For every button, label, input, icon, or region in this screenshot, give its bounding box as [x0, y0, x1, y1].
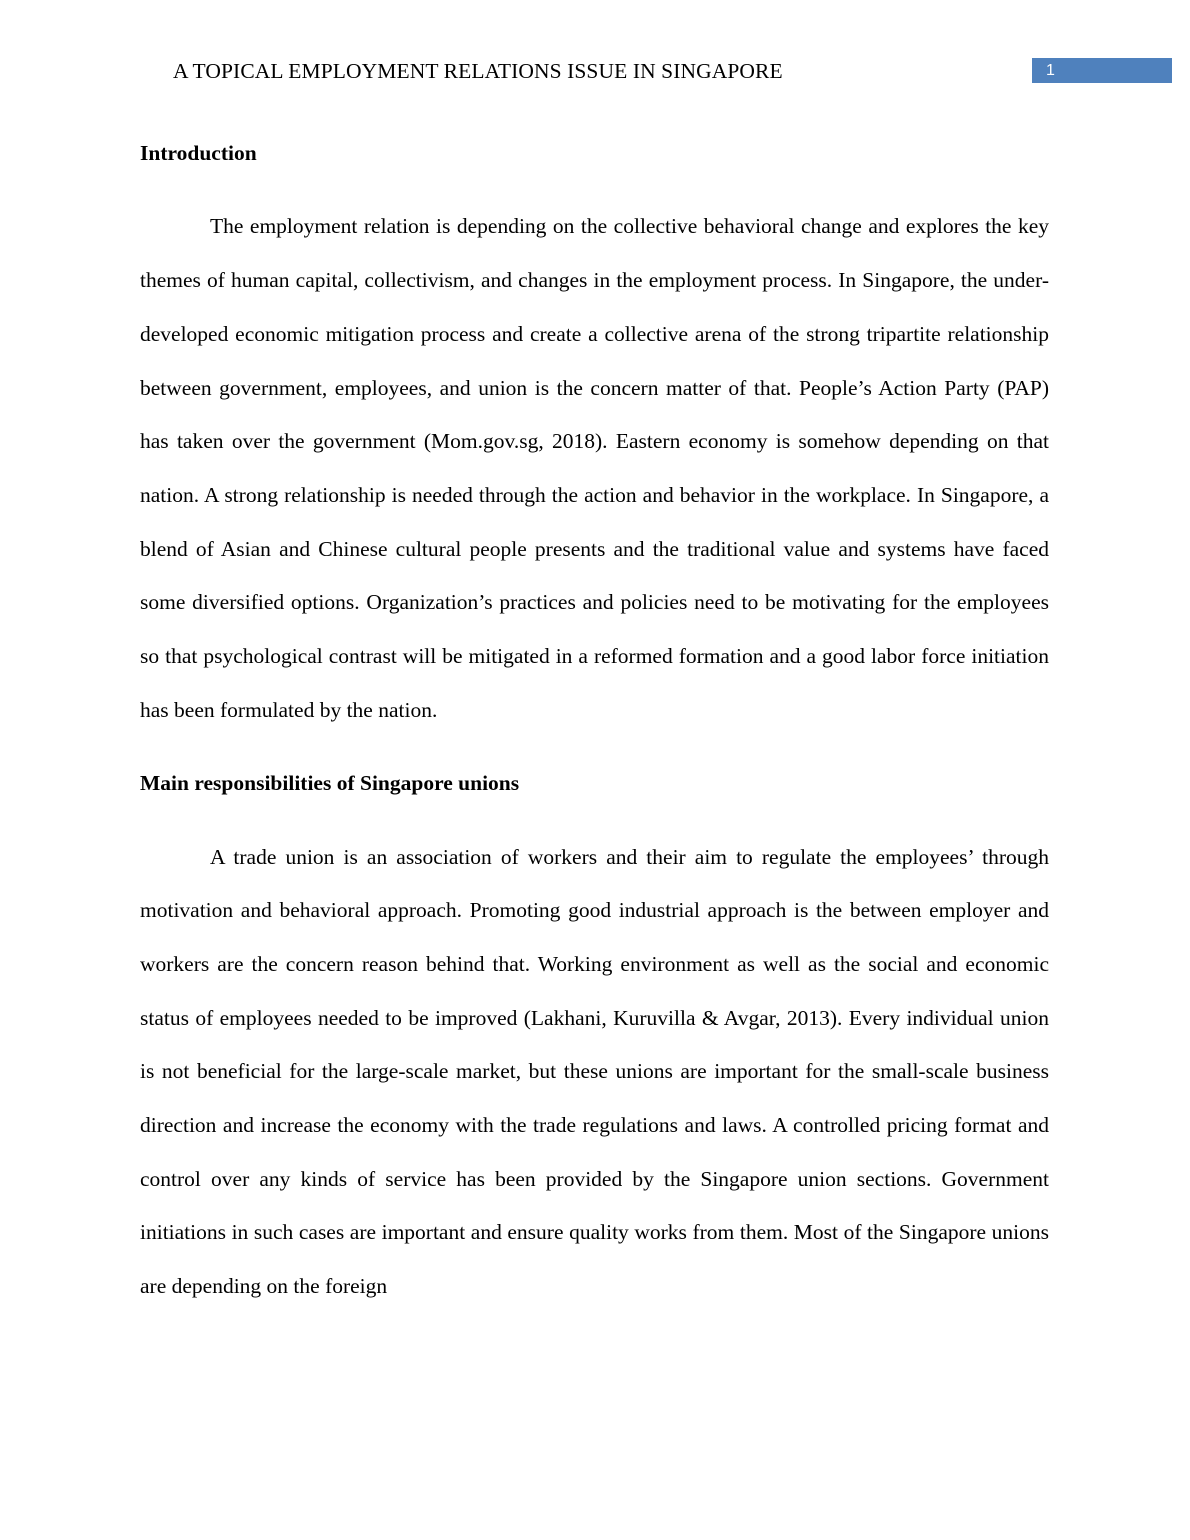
running-head-title: A TOPICAL EMPLOYMENT RELATIONS ISSUE IN SINGAPORE	[173, 59, 783, 83]
unions-responsibilities-paragraph: A trade union is an association of workers and their aim to regulate the employees’ through motivation and behavioral approach. Promoting good industrial approach is the between employer and workers are the concern reason behind that. Working environment as well as the social and economic status of employees needed to be improved (Lakhani, Kuruvilla & Avgar, 2013). Every individual union is not beneficial for the large-scale market, but these unions are important for the small-scale business direction and increase the economy with the trade regulations and laws. A controlled pricing format and control over any kinds of service has been provided by the Singapore union sections. Government initiations in such cases are important and ensure quality works from them. Most of the Singapore unions are depending on the foreign	[140, 844, 1049, 1299]
introduction-heading: Introduction	[140, 141, 257, 165]
document-body	[140, 127, 1049, 1334]
page-number-box	[1032, 58, 1172, 83]
unions-responsibilities-heading: Main responsibilities of Singapore unions	[140, 771, 520, 796]
page-number: 1	[1046, 62, 1055, 79]
introduction-paragraph: The employment relation is depending on the collective behavioral change and explores the key themes of human capital, collectivism, and changes in the employment process. In Singapore, the under-developed economic mitigation process and create a collective arena of the strong tripartite relationship between government, employees, and union is the concern matter of that. People’s Action Party (PAP) has taken over the government (Mom.gov.sg, 2018). Eastern economy is somehow depending on that nation. A strong relationship is needed through the action and behavior in the workplace. In Singapore, a blend of Asian and Chinese cultural people presents and the traditional value and systems have faced some diversified options. Organization’s practices and policies need to be motivating for the employees so that psychological contrast will be mitigated in a reformed formation and a good labor force initiation has been formulated by the nation.	[140, 214, 1049, 722]
